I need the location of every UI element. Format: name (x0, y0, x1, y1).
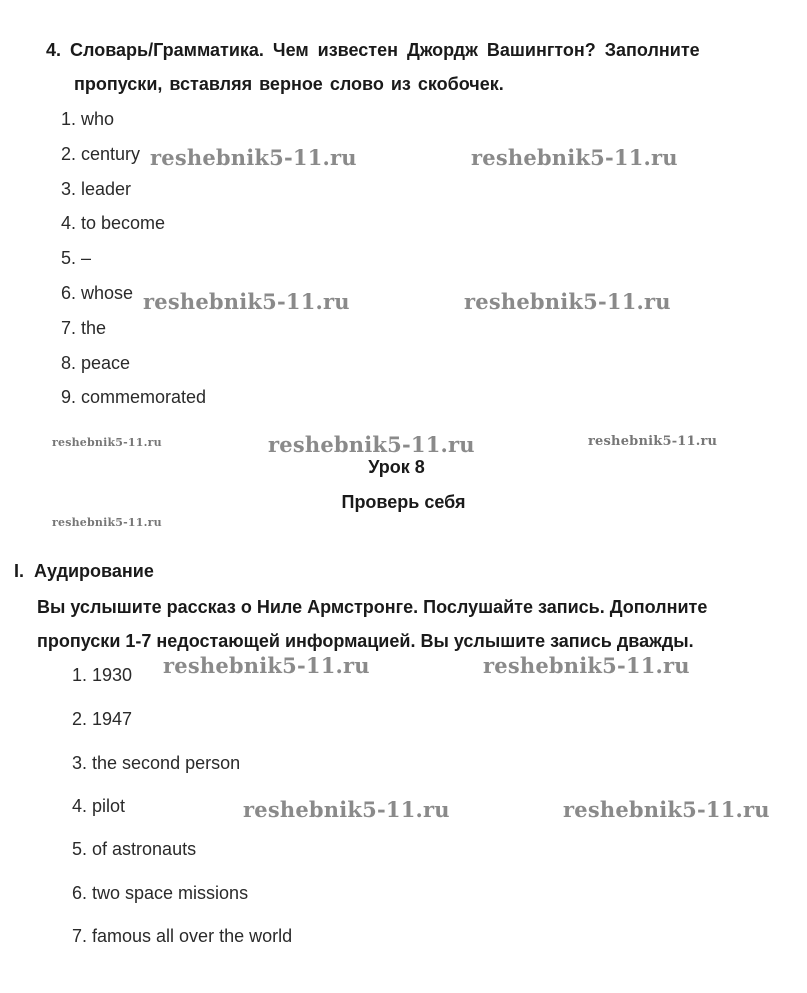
task4-answer-2: 2. century (61, 144, 141, 164)
section1-answer-1: 1. 1930 (72, 665, 133, 685)
task4-heading-line2: пропуски, вставляя верное слово из скобочек. (74, 74, 504, 94)
section1-heading: I. Аудирование (14, 561, 154, 581)
section1-instructions-line2: пропуски 1-7 недостающей информацией. Вы услышите запись дважды. (37, 631, 694, 651)
lesson-subtitle: Проверь себя (341, 492, 466, 512)
watermark: reshebnik5-11.ru (471, 145, 678, 170)
watermark: reshebnik5-11.ru (243, 797, 450, 822)
section1-answer-6: 6. two space missions (72, 883, 249, 903)
section1-answer-4: 4. pilot (72, 796, 126, 816)
task4-answer-3: 3. leader (61, 179, 132, 199)
task4-answer-9: 9. commemorated (61, 387, 207, 407)
watermark: reshebnik5-11.ru (268, 432, 475, 457)
watermark: reshebnik5-11.ru (150, 145, 357, 170)
watermark: reshebnik5-11.ru (143, 289, 350, 314)
task4-answer-4: 4. to become (61, 213, 166, 233)
task4-answer-1: 1. who (61, 109, 115, 129)
watermark: reshebnik5-11.ru (563, 797, 770, 822)
section1-answer-3: 3. the second person (72, 753, 241, 773)
task4-answer-5: 5. – (61, 248, 92, 268)
watermark: reshebnik5-11.ru (52, 516, 162, 529)
section1-instructions-line1: Вы услышите рассказ о Ниле Армстронге. Послушайте запись. Дополните (37, 597, 708, 617)
section1-answer-2: 2. 1947 (72, 709, 133, 729)
watermark: reshebnik5-11.ru (483, 653, 690, 678)
task4-answer-6: 6. whose (61, 283, 134, 303)
watermark: reshebnik5-11.ru (163, 653, 370, 678)
task4-answer-8: 8. peace (61, 353, 131, 373)
lesson-title: Урок 8 (368, 457, 425, 477)
task4-answer-7: 7. the (61, 318, 107, 338)
watermark: reshebnik5-11.ru (588, 434, 718, 449)
section1-answer-7: 7. famous all over the world (72, 926, 293, 946)
task4-heading-line1: 4. Словарь/Грамматика. Чем известен Джордж Вашингтон? Заполните (46, 40, 700, 60)
watermark: reshebnik5-11.ru (464, 289, 671, 314)
section1-answer-5: 5. of astronauts (72, 839, 197, 859)
watermark: reshebnik5-11.ru (52, 436, 162, 449)
